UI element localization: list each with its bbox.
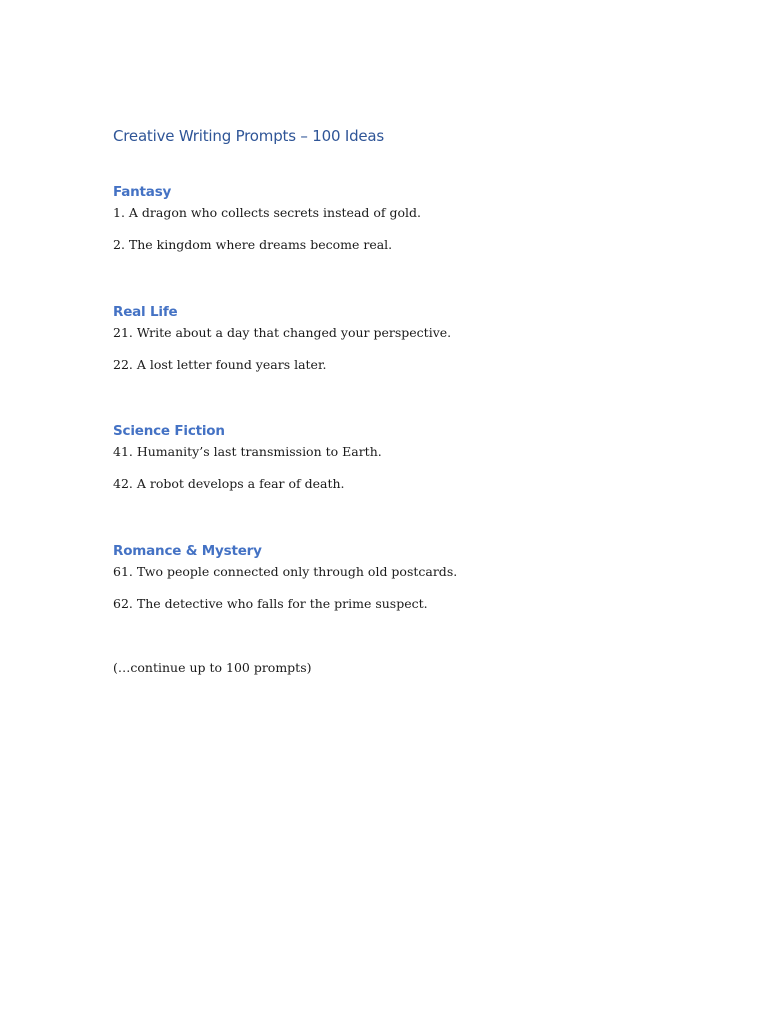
- section-fantasy: [113, 182, 673, 254]
- section-heading: Romance & Mystery: [113, 543, 262, 559]
- document-title: Creative Writing Prompts – 100 Ideas: [113, 127, 385, 145]
- prompt-item: 42. A robot develops a fear of death.: [113, 476, 345, 491]
- section-romance-mystery: [113, 541, 673, 613]
- prompt-item: 61. Two people connected only through old postcards.: [113, 564, 458, 579]
- section-heading: Real Life: [113, 304, 178, 320]
- prompt-item: 22. A lost letter found years later.: [113, 357, 327, 372]
- section-heading: Fantasy: [113, 184, 172, 200]
- document-page: [113, 124, 673, 675]
- prompt-item: 1. A dragon who collects secrets instead of gold.: [113, 205, 421, 220]
- footer-note: (…continue up to 100 prompts): [113, 660, 312, 675]
- section-heading: Science Fiction: [113, 423, 225, 439]
- prompt-item: 41. Humanity’s last transmission to Earth.: [113, 444, 382, 459]
- section-real-life: [113, 302, 673, 374]
- prompt-item: 62. The detective who falls for the prime suspect.: [113, 596, 428, 611]
- prompt-item: 21. Write about a day that changed your perspective.: [113, 325, 452, 340]
- section-science-fiction: [113, 421, 673, 493]
- prompt-item: 2. The kingdom where dreams become real.: [113, 237, 393, 252]
